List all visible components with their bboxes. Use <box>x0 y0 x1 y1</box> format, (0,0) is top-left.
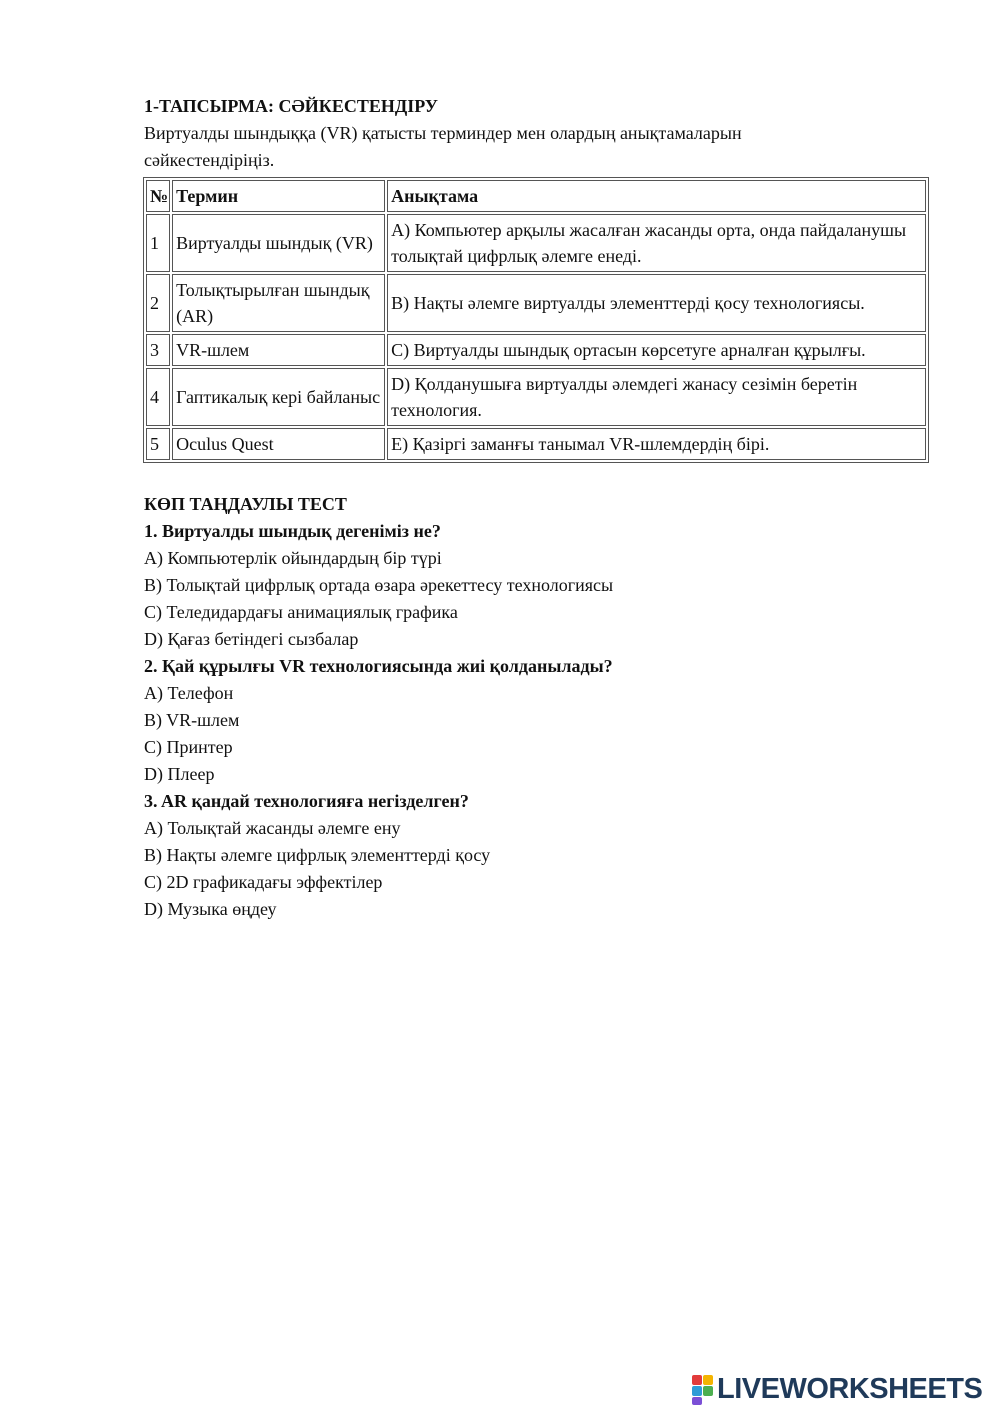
answer-option[interactable]: D) Қағаз бетіндегі сызбалар <box>144 629 359 649</box>
question-text: 3. AR қандай технологияға негізделген? <box>144 791 469 811</box>
answer-option[interactable]: B) VR-шлем <box>144 710 240 730</box>
answer-option[interactable]: A) Телефон <box>144 683 234 703</box>
table-row <box>146 214 926 272</box>
row-number: 2 <box>146 274 170 332</box>
table-row <box>146 368 926 426</box>
row-term: Виртуалды шындық (VR) <box>172 214 385 272</box>
row-number: 5 <box>146 428 170 460</box>
row-term: VR-шлем <box>172 334 385 366</box>
answer-option[interactable]: A) Толықтай жасанды әлемге ену <box>144 818 401 838</box>
row-definition: C) Виртуалды шындық ортасын көрсетуге арналған құрылғы. <box>387 334 926 366</box>
task1-title: 1-ТАПСЫРМА: СӘЙКЕСТЕНДІРУ <box>144 96 438 116</box>
answer-option[interactable]: D) Плеер <box>144 764 215 784</box>
answer-option[interactable]: C) 2D графикадағы эффектілер <box>144 872 383 892</box>
logo-mark-icon <box>692 1375 713 1405</box>
answer-option[interactable]: C) Принтер <box>144 737 233 757</box>
test-title: КӨП ТАҢДАУЛЫ ТЕСТ <box>144 494 347 514</box>
row-definition: E) Қазіргі заманғы танымал VR-шлемдердің бірі. <box>387 428 926 460</box>
header-term: Термин <box>172 180 385 212</box>
liveworksheets-logo <box>692 1373 982 1406</box>
worksheet-page <box>144 93 934 923</box>
header-definition: Анықтама <box>387 180 926 212</box>
brand-name: LIVEWORKSHEETS <box>717 1373 983 1405</box>
table-row <box>146 274 926 332</box>
row-term: Гаптикалық кері байланыс <box>172 368 385 426</box>
task1-description: Виртуалды шындыққа (VR) қатысты терминдер мен олардың анықтамаларын сәйкестендіріңіз. <box>144 123 742 170</box>
question-block <box>144 788 934 923</box>
answer-option[interactable]: B) Нақты әлемге цифрлық элементтерді қосу <box>144 845 491 865</box>
question-block <box>144 653 934 788</box>
row-number: 4 <box>146 368 170 426</box>
question-text: 2. Қай құрылғы VR технологиясында жиі қолданылады? <box>144 656 613 676</box>
row-definition: A) Компьютер арқылы жасалған жасанды орта, онда пайдаланушы толықтай цифрлық әлемге енеді. <box>387 214 926 272</box>
answer-option[interactable]: C) Теледидардағы анимациялық графика <box>144 602 458 622</box>
answer-option[interactable]: B) Толықтай цифрлық ортада өзара әрекеттесу технологиясы <box>144 575 614 595</box>
matching-table <box>143 177 929 463</box>
question-text: 1. Виртуалды шындық дегеніміз не? <box>144 521 441 541</box>
answer-option[interactable]: D) Музыка өңдеу <box>144 899 277 919</box>
row-term: Oculus Quest <box>172 428 385 460</box>
header-number: № <box>146 180 170 212</box>
question-block <box>144 518 934 653</box>
row-definition: D) Қолданушыға виртуалды әлемдегі жанасу сезімін беретін технология. <box>387 368 926 426</box>
row-number: 1 <box>146 214 170 272</box>
row-number: 3 <box>146 334 170 366</box>
row-term: Толықтырылған шындық (AR) <box>172 274 385 332</box>
table-row <box>146 428 926 460</box>
answer-option[interactable]: A) Компьютерлік ойындардың бір түрі <box>144 548 442 568</box>
row-definition: B) Нақты әлемге виртуалды элементтерді қосу технологиясы. <box>387 274 926 332</box>
table-header-row <box>146 180 926 212</box>
table-row <box>146 334 926 366</box>
